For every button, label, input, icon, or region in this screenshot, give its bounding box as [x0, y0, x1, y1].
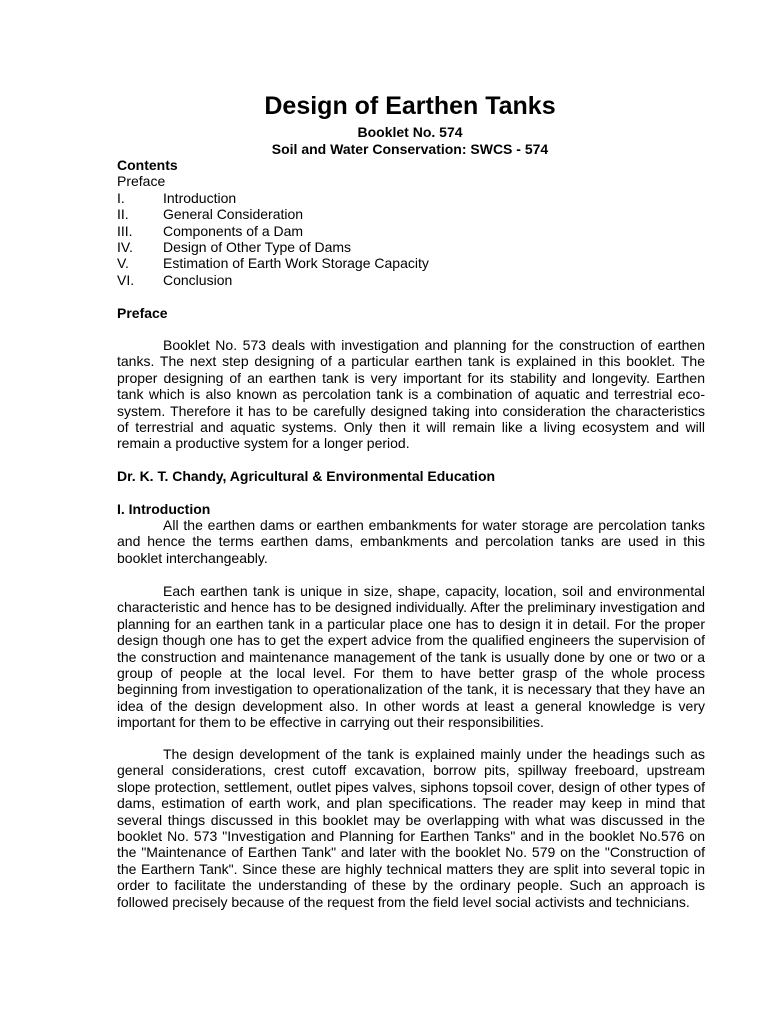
contents-item-number: I.: [117, 189, 125, 206]
introduction-paragraph-1: All the earthen dams or earthen embankments for water storage are percolation tanks and hence the terms earthen dams, embankments and percolation tanks are used in this booklet interchangeably.: [117, 517, 705, 566]
contents-item: [117, 206, 705, 222]
contents-heading: Contents: [117, 157, 178, 173]
contents-item-label: General Consideration: [163, 206, 304, 223]
contents-item-number: III.: [117, 222, 133, 239]
contents-item: [117, 272, 705, 288]
contents-item-label: Design of Other Type of Dams: [163, 238, 352, 255]
introduction-paragraph-1-block: [117, 517, 705, 566]
series-title: Soil and Water Conservation: SWCS - 574: [271, 141, 549, 157]
introduction-paragraph-2-block: [117, 583, 705, 731]
introduction-paragraph-2: Each earthen tank is unique in size, shape, capacity, location, soil and environmental characteristic and hence has to be designed individually. After the preliminary investigation and planning for an earthen tank in a particular place one has to design it in detail. For the proper design though one has to get the expert advice from the qualified engineers the supervision of the construction and maintenance management of the tank is usually done by one or two or a group of people at the local level. For them to have better grasp of the whole process beginning from investigation to operationalization of the tank, it is necessary that they have an idea of the design development also. In other words at least a general knowledge is very important for them to be effective in carrying out their responsibilities.: [117, 583, 705, 731]
contents-item-number: II.: [117, 206, 129, 223]
document-title: Design of Earthen Tanks: [264, 92, 556, 120]
preface-heading: Preface: [117, 305, 168, 321]
contents-item-label: Estimation of Earth Work Storage Capacity: [163, 255, 429, 272]
contents-preface-item: Preface: [117, 173, 166, 190]
contents-item-number: VI.: [117, 271, 135, 288]
author-line: Dr. K. T. Chandy, Agricultural & Environmental Education: [117, 468, 496, 484]
contents-item-label: Components of a Dam: [163, 222, 304, 239]
contents-item: [117, 239, 705, 255]
contents-item-label: Conclusion: [163, 271, 233, 288]
introduction-paragraph-3-block: [117, 746, 705, 910]
contents-item: [117, 223, 705, 239]
contents-item: [117, 190, 705, 206]
preface-paragraph: Booklet No. 573 deals with investigation and planning for the construction of earthen tanks. The next step designing of a particular earthen tank is explained in this booklet. The proper designing of an earthen tank is very important for its stability and longevity. Earthen tank which is also known as percolation tank is a combination of aquatic and terrestrial eco-system. Therefore it has to be carefully designed taking into consideration the characteristics of terrestrial and aquatic systems. Only then it will remain like a living ecosystem and will remain a productive system for a longer period.: [117, 337, 705, 452]
contents-item-label: Introduction: [163, 189, 237, 206]
introduction-paragraph-3: The design development of the tank is explained mainly under the headings such as general considerations, crest cutoff excavation, borrow pits, spillway freeboard, upstream slope protection, settlement, outlet pipes valves, siphons topsoil cover, design of other types of dams, estimation of earth work, and plan specifications. The reader may keep in mind that several things discussed in this booklet may be overlapping with what was discussed in the booklet No. 573 "Investigation and Planning for Earthen Tanks" and in the booklet No.576 on the "Maintenance of Earthen Tank" and later with the booklet No. 579 on the "Construction of the Earthern Tank". Since these are highly technical matters they are split into several topic in order to facilitate the understanding of these by the ordinary people. Such an approach is followed precisely because of the request from the field level social activists and technicians.: [117, 746, 705, 910]
contents-item: [117, 255, 705, 271]
preface-body: [117, 337, 705, 452]
contents-item-number: IV.: [117, 238, 133, 255]
contents-section: [117, 157, 705, 288]
introduction-heading: I. Introduction: [117, 501, 211, 517]
booklet-number: Booklet No. 574: [357, 124, 463, 140]
contents-item-number: V.: [117, 255, 129, 272]
